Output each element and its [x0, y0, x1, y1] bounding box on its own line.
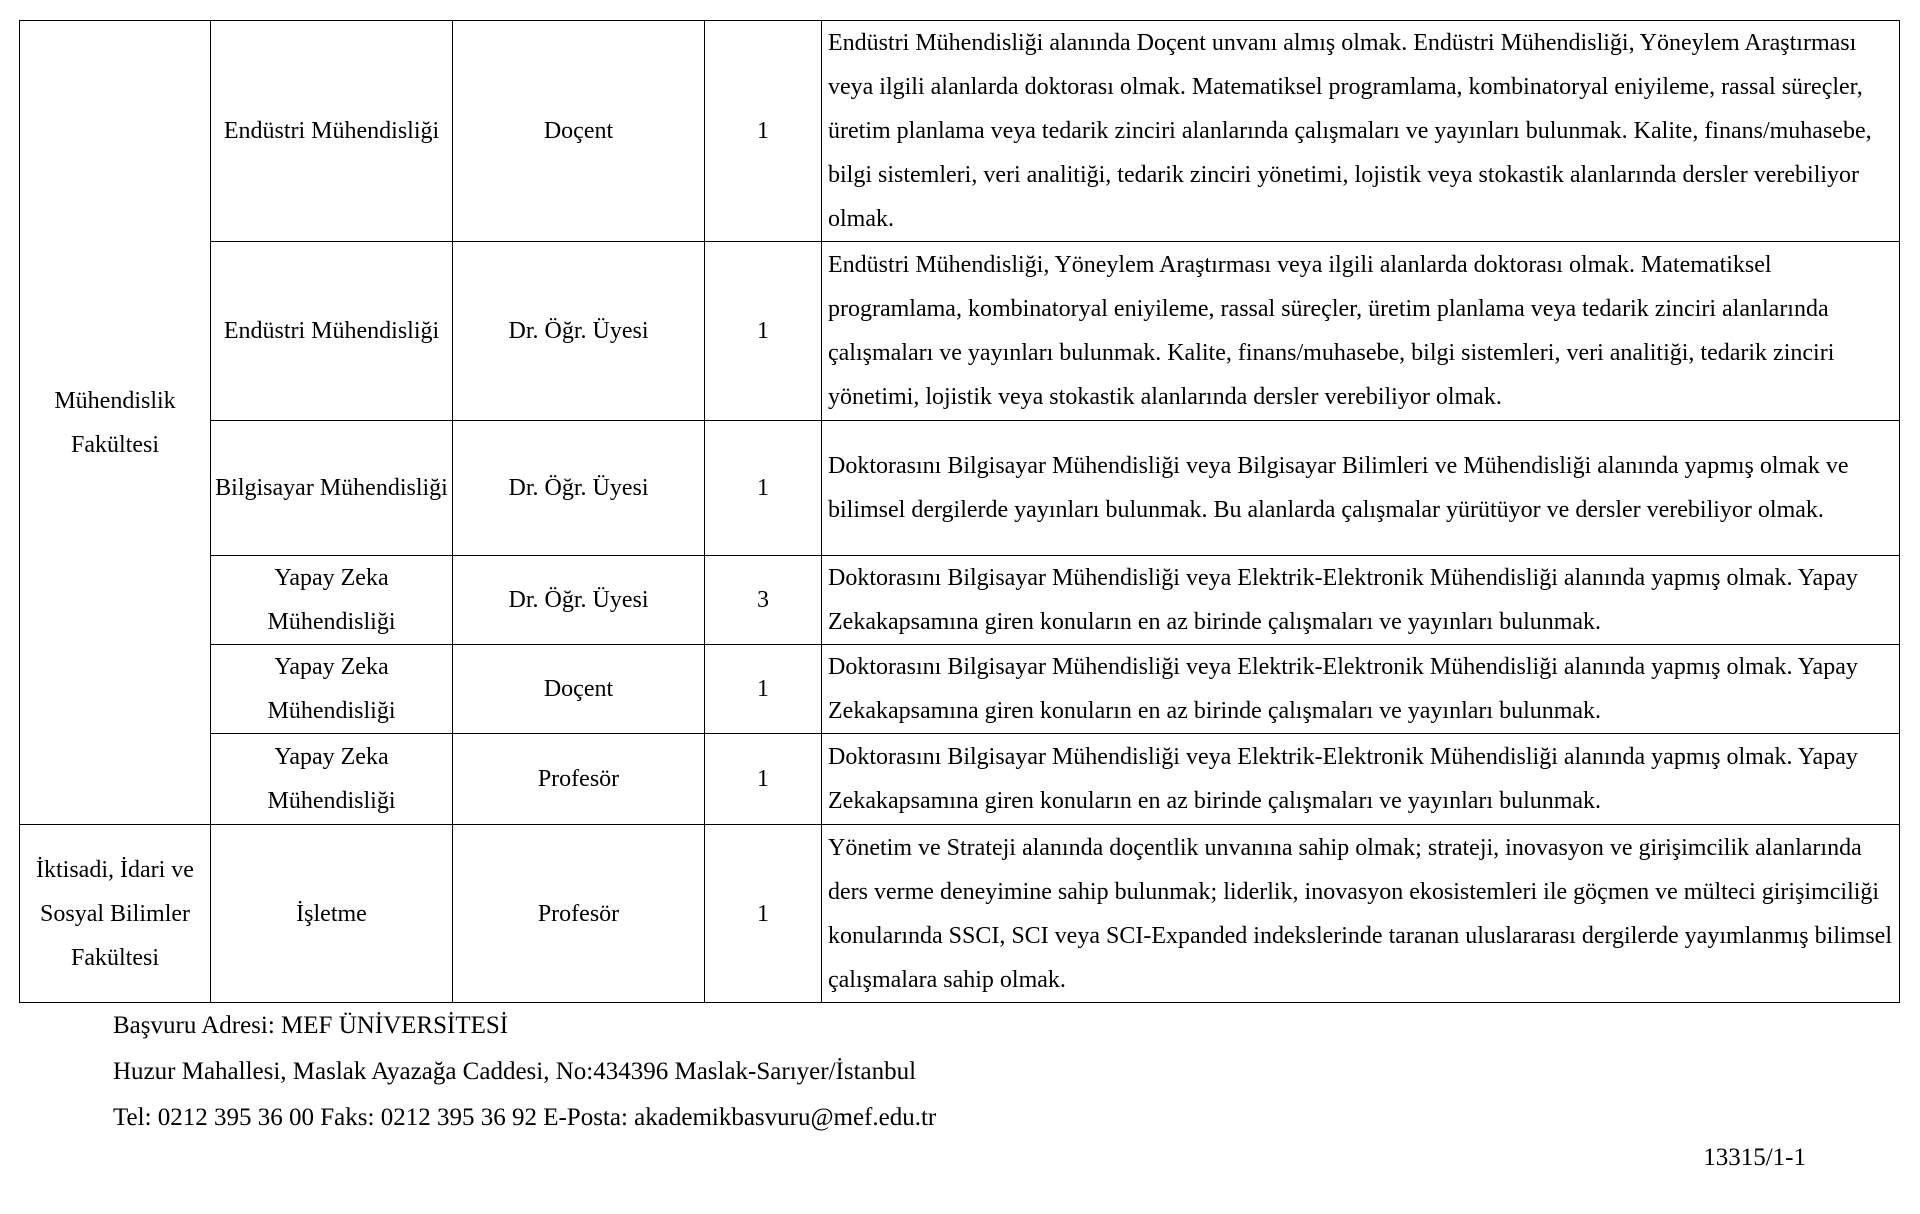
count-cell: 1 — [705, 645, 822, 734]
count-cell: 1 — [705, 421, 822, 556]
requirements-cell: Doktorasını Bilgisayar Mühendisliği veya Elektrik-Elektronik Mühendisliği alanında yapmış olmak. Yapay Zekakapsamına giren konuların en az birinde çalışmaları ve yayınları bulunmak. — [822, 556, 1900, 645]
requirements-cell: Endüstri Mühendisliği alanında Doçent unvanı almış olmak. Endüstri Mühendisliği, Yöneylem Araştırması veya ilgili alanlarda doktorası olmak. Matematiksel programlama, kombinatoryal eniyileme, rassal süreçler, üretim planlama veya tedarik zinciri alanlarında çalışmaları ve yayınları bulunmak. Kalite, finans/muhasebe, bilgi sistemleri, veri analitiği, tedarik zinciri yönetimi, lojistik veya stokastik alanlarında dersler verebiliyor olmak. — [822, 21, 1900, 242]
count-cell: 3 — [705, 556, 822, 645]
department-cell: Endüstri Mühendisliği — [211, 242, 453, 421]
department-cell: İşletme — [211, 825, 453, 1003]
count-cell: 1 — [705, 21, 822, 242]
title-cell: Dr. Öğr. Üyesi — [453, 242, 705, 421]
title-cell: Profesör — [453, 734, 705, 825]
department-cell: Bilgisayar Mühendisliği — [211, 421, 453, 556]
department-cell: Yapay Zeka Mühendisliği — [211, 645, 453, 734]
table-row — [20, 645, 1900, 734]
requirements-cell: Doktorasını Bilgisayar Mühendisliği veya Elektrik-Elektronik Mühendisliği alanında yapmış olmak. Yapay Zekakapsamına giren konuların en az birinde çalışmaları ve yayınları bulunmak. — [822, 645, 1900, 734]
positions-table — [19, 20, 1900, 1003]
faculty-cell: İktisadi, İdari ve Sosyal Bilimler Fakültesi — [20, 825, 211, 1003]
table-row — [20, 242, 1900, 421]
department-cell: Yapay Zeka Mühendisliği — [211, 734, 453, 825]
table-row — [20, 556, 1900, 645]
table-row — [20, 421, 1900, 556]
table-row — [20, 21, 1900, 242]
count-cell: 1 — [705, 734, 822, 825]
title-cell: Dr. Öğr. Üyesi — [453, 421, 705, 556]
count-cell: 1 — [705, 242, 822, 421]
requirements-cell: Yönetim ve Strateji alanında doçentlik unvanına sahip olmak; strateji, inovasyon ve girişimcilik alanlarında ders verme deneyimine sahip bulunmak; liderlik, inovasyon ekosistemleri ile göçmen ve mülteci girişimciliği konularında SSCI, SCI veya SCI-Expanded indekslerinde taranan uluslararası dergilerde yayımlanmış bilimsel çalışmalara sahip olmak. — [822, 825, 1900, 1003]
title-cell: Doçent — [453, 21, 705, 242]
title-cell: Doçent — [453, 645, 705, 734]
requirements-cell: Endüstri Mühendisliği, Yöneylem Araştırması veya ilgili alanlarda doktorası olmak. Matematiksel programlama, kombinatoryal eniyileme, rassal süreçler, üretim planlama veya tedarik zinciri alanlarında çalışmaları ve yayınları bulunmak. Kalite, finans/muhasebe, bilgi sistemleri, veri analitiği, tedarik zinciri yönetimi, lojistik veya stokastik alanlarında dersler verebiliyor olmak. — [822, 242, 1900, 421]
application-address-heading: Başvuru Adresi: MEF ÜNİVERSİTESİ — [113, 1012, 509, 1039]
title-cell: Dr. Öğr. Üyesi — [453, 556, 705, 645]
count-cell: 1 — [705, 825, 822, 1003]
faculty-cell: Mühendislik Fakültesi — [20, 21, 211, 825]
table-row — [20, 734, 1900, 825]
title-cell: Profesör — [453, 825, 705, 1003]
table-row — [20, 825, 1900, 1003]
department-cell: Yapay Zeka Mühendisliği — [211, 556, 453, 645]
department-cell: Endüstri Mühendisliği — [211, 21, 453, 242]
requirements-cell: Doktorasını Bilgisayar Mühendisliği veya Elektrik-Elektronik Mühendisliği alanında yapmış olmak. Yapay Zekakapsamına giren konuların en az birinde çalışmaları ve yayınları bulunmak. — [822, 734, 1900, 825]
application-address: Huzur Mahallesi, Maslak Ayazağa Caddesi, No:434396 Maslak-Sarıyer/İstanbul — [113, 1058, 917, 1085]
reference-number: 13315/1-1 — [1703, 1144, 1806, 1171]
contact-info: Tel: 0212 395 36 00 Faks: 0212 395 36 92 E-Posta: akademikbasvuru@mef.edu.tr — [113, 1104, 937, 1131]
requirements-cell: Doktorasını Bilgisayar Mühendisliği veya Bilgisayar Bilimleri ve Mühendisliği alanında yapmış olmak ve bilimsel dergilerde yayınları bulunmak. Bu alanlarda çalışmalar yürütüyor ve dersler verebiliyor olmak. — [822, 421, 1900, 556]
